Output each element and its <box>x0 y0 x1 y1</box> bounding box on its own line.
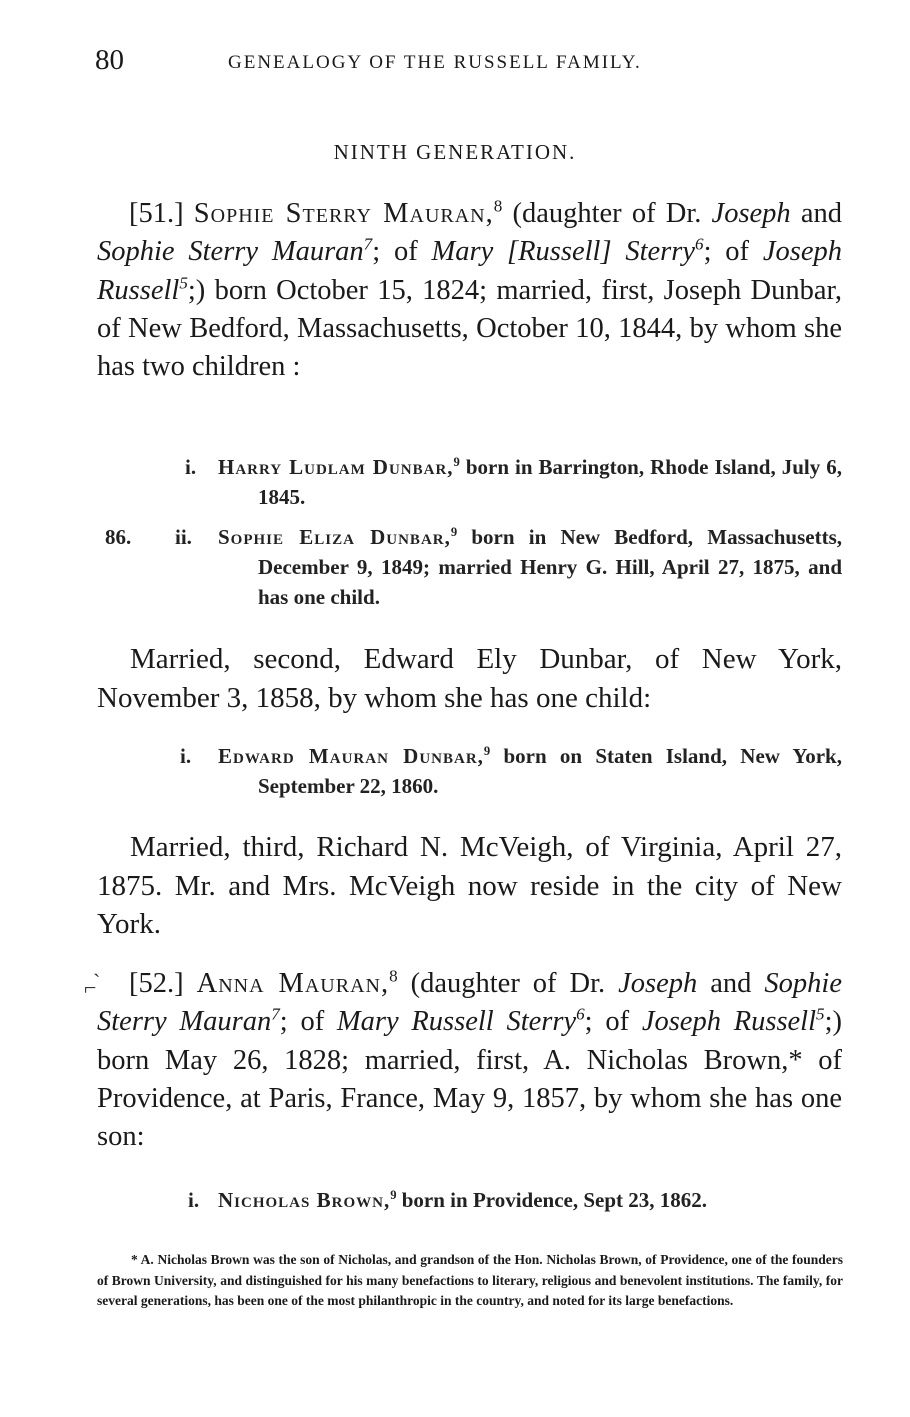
page-header <box>95 44 850 84</box>
entry-text: ; of <box>703 236 763 268</box>
entry-51 <box>97 195 842 386</box>
entry-text: ;) born October 15, 1824; married, first, Joseph Dunbar, of New Bedford, Massachusetts, October 10, 1844, by whom she has two children : <box>97 274 842 383</box>
child-details: born in New Bedford, Massachusetts, December 9, 1849; married Henry G. Hill, April 27, 1875, and has one child. <box>258 525 842 609</box>
generation-number: 7 <box>363 234 373 254</box>
child-name: Nicholas Brown, <box>218 1188 391 1212</box>
child-name: Harry Ludlam Dunbar, <box>218 455 454 479</box>
generation-number: 6 <box>695 234 704 254</box>
running-title: GENEALOGY OF THE RUSSELL FAMILY. <box>228 52 642 73</box>
child-entry <box>105 522 842 614</box>
child-entry <box>140 452 842 514</box>
child-roman: i. <box>185 455 197 479</box>
child-roman: i. <box>188 1188 200 1212</box>
generation-number: 9 <box>483 744 491 758</box>
ancestor-name: Mary Russell Sterry <box>336 1006 577 1038</box>
entry-52 <box>97 965 842 1156</box>
section-heading: NINTH GENERATION. <box>333 140 577 164</box>
generation-number: 9 <box>390 1188 397 1202</box>
child-roman: i. <box>180 744 192 768</box>
child-name: Sophie Eliza Dunbar, <box>218 525 451 549</box>
parent-name: Sophie Sterry Mauran <box>97 236 364 268</box>
child-roman: ii. <box>175 525 192 549</box>
person-name: Anna Mauran, <box>196 968 390 999</box>
child-text <box>218 452 842 512</box>
child-text <box>218 741 842 801</box>
margin-mark: ⌐ <box>84 975 97 1000</box>
generation-number: 6 <box>576 1004 585 1024</box>
parent-name: Joseph <box>711 198 791 229</box>
entry-number: [52.] <box>129 968 184 999</box>
married-third-paragraph: Married, third, Richard N. McVeigh, of Virginia, April 27, 1875. Mr. and Mrs. McVeigh now reside in the city of New York. <box>97 831 842 940</box>
child-entry <box>180 741 842 803</box>
entry-text: (daughter of Dr. <box>397 968 619 999</box>
parent-name: Joseph <box>618 968 698 999</box>
page-number: 80 <box>95 44 124 76</box>
child-details: born in Providence, Sept 23, 1862. <box>396 1188 708 1212</box>
child-text <box>218 1185 842 1215</box>
entry-text: (daughter of Dr. <box>502 198 712 229</box>
generation-number: 5 <box>179 273 188 293</box>
footnote: * A. Nicholas Brown was the son of Nicholas, and grandson of the Hon. Nicholas Brown, of Providence, one of the founders of Brown University, and distinguished for his many benefactions to literary, religious and benevolent institutions. The family, for several generations, has been one of the most philanthropic in the country, and noted for its large benefactions. <box>97 1252 843 1309</box>
entry-text: ; of <box>372 236 432 268</box>
child-details: born in Barrington, Rhode Island, July 6, 1845. <box>258 455 842 509</box>
entry-text: ; of <box>584 1006 642 1038</box>
generation-number: 8 <box>493 196 503 216</box>
person-name: Sophie Sterry Mauran, <box>193 198 494 229</box>
entry-text: ;) born May 26, 1828; married, first, A. Nicholas Brown,* of Providence, at Paris, France, May 9, 1857, by whom she has one son: <box>97 1006 842 1153</box>
ancestor-name: Mary [Russell] Sterry <box>431 236 696 268</box>
generation-number: 7 <box>271 1004 280 1024</box>
child-entry <box>188 1185 842 1217</box>
entry-text: and <box>790 198 843 229</box>
margin-mark: ˎ <box>93 952 101 977</box>
ancestor-name: Joseph Russell <box>641 1006 817 1038</box>
generation-number: 9 <box>453 455 460 469</box>
entry-text: and <box>697 968 765 999</box>
child-details: born on Staten Island, New York, September 22, 1860. <box>258 744 842 798</box>
entry-text: ; of <box>279 1006 337 1038</box>
entry-number: [51.] <box>129 198 184 229</box>
child-ref-number: 86. <box>105 525 132 549</box>
married-second-paragraph: Married, second, Edward Ely Dunbar, of New York, November 3, 1858, by whom she has one child: <box>97 643 842 714</box>
child-text <box>218 522 842 612</box>
generation-number: 5 <box>816 1004 825 1024</box>
child-name: Edward Mauran Dunbar, <box>218 744 484 768</box>
ancestor-name: Joseph Russell <box>97 236 842 306</box>
generation-number: 9 <box>450 525 458 539</box>
parent-name: Sophie Sterry Mauran <box>97 968 842 1038</box>
generation-number: 8 <box>389 966 398 986</box>
